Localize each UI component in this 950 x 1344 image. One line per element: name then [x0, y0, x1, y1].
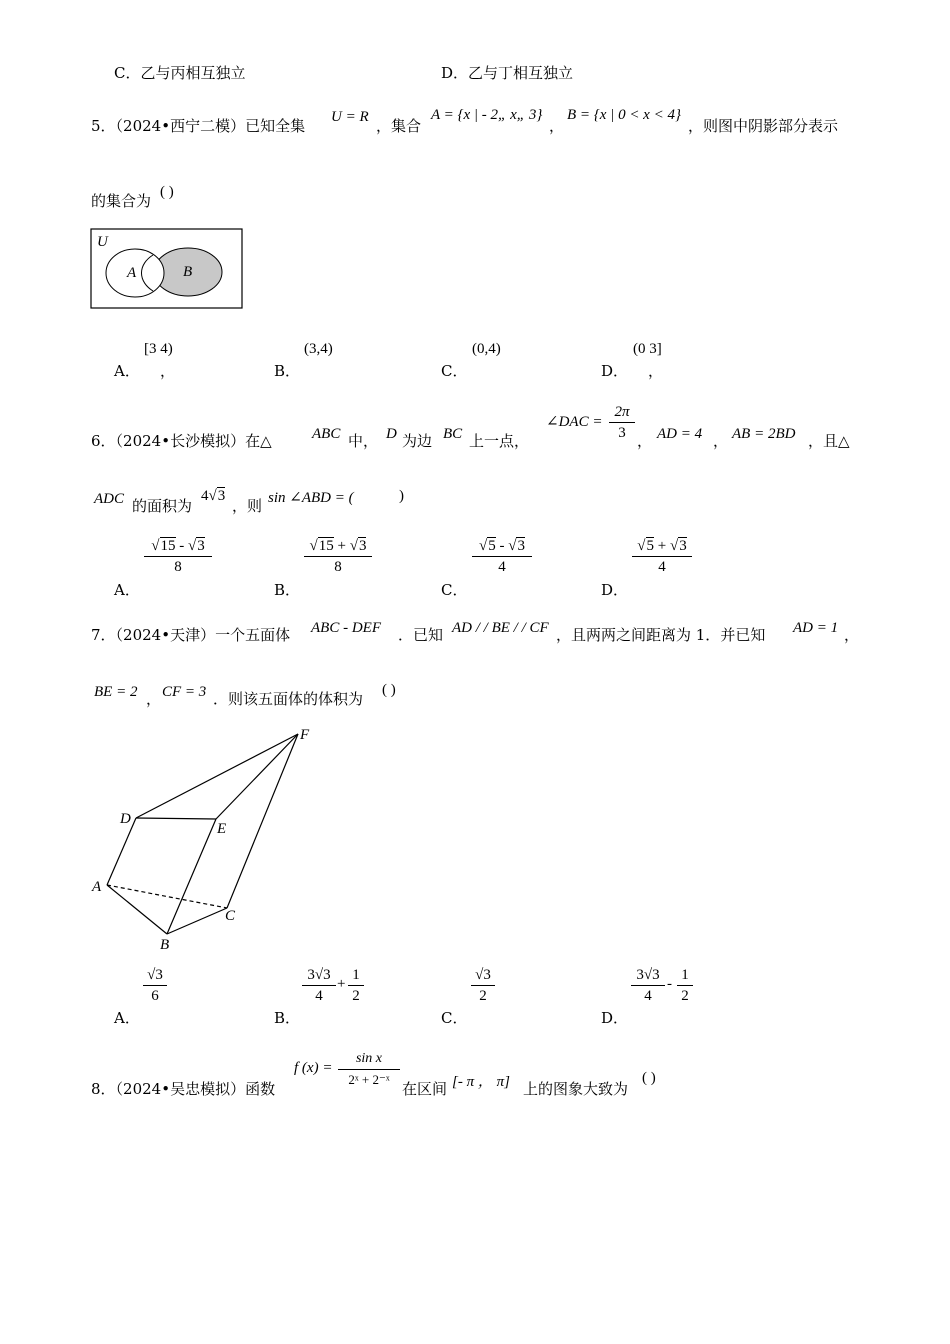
q6-text: 上一点， — [469, 432, 530, 450]
q6-b-den: 8 — [334, 559, 342, 575]
q5-universe: U = R — [331, 109, 369, 125]
q6-c-rad2: 3 — [517, 538, 525, 554]
q7-d-op: - — [667, 976, 672, 992]
q6-a-den: 8 — [174, 559, 182, 575]
q7-text: ．已知 — [398, 626, 444, 644]
q6-stem-line1 — [91, 430, 272, 451]
q5-option-c-value: (0,4) — [472, 341, 501, 357]
q6-area-coef: 4 — [201, 488, 209, 504]
q6-area: 4√3 — [201, 488, 226, 504]
q5-option-b-label: B． — [274, 362, 301, 380]
vertex-c: C — [225, 908, 236, 924]
q6-point-d: D — [386, 426, 397, 442]
q6-comma: ， — [637, 432, 653, 450]
q7-option-a-label: A． — [114, 1009, 140, 1027]
q7-option-b-frac2 — [348, 965, 364, 1006]
q7-c-num: √3 — [471, 965, 495, 986]
q7-b-den2: 2 — [352, 988, 360, 1004]
q7-option-d-frac1 — [631, 965, 665, 1006]
q5-set-a: A = {x | - 2„ x„ 3} — [431, 107, 543, 123]
venn-label-a: A — [127, 265, 137, 281]
q6-a-rad1: 15 — [160, 538, 176, 554]
q6-a-op: - — [179, 538, 185, 554]
q6-answer-paren: ) — [399, 488, 404, 504]
q5-venn-diagram — [90, 228, 244, 310]
q7-cf: CF = 3 — [162, 684, 207, 700]
q6-b-rad1: 15 — [318, 538, 334, 554]
q7-answer-paren: ( ) — [382, 682, 396, 698]
q6-ab: AB = 2BD — [732, 426, 796, 442]
q5-number: 5． — [91, 117, 116, 135]
q7-option-c-label: C． — [441, 1009, 468, 1027]
q8-interval: [- π ， π] — [452, 1074, 510, 1090]
q5-answer-paren: ( ) — [160, 184, 174, 200]
q5-text: ，集合 — [376, 117, 422, 135]
q6-option-c-label: C． — [441, 581, 468, 599]
q6-source: （2024•长沙模拟） — [115, 432, 246, 450]
q6-option-c-fraction: $\frac{√5 - √3}{4}$ — [472, 536, 532, 577]
q6-d-rad1: 5 — [646, 538, 655, 554]
q6-d-rad2: 3 — [679, 538, 687, 554]
q6-angle-fraction — [609, 402, 635, 443]
q6-number: 6． — [91, 432, 116, 450]
q7-a-den: 6 — [151, 988, 159, 1004]
q6-text: ，则 — [232, 497, 263, 515]
q7-ad: AD = 1 — [793, 620, 839, 636]
q5-option-a-label: A． — [114, 362, 140, 380]
q6-text: 中， — [348, 432, 379, 450]
q7-c-den: 2 — [479, 988, 487, 1004]
q7-comma: ， — [844, 626, 860, 644]
q7-option-a-fraction — [143, 965, 167, 1006]
q8-answer-paren: ( ) — [642, 1070, 656, 1086]
q7-option-d-frac2 — [677, 965, 693, 1006]
q5-comma: ， — [549, 117, 565, 135]
q6-option-d-label: D． — [601, 581, 629, 599]
q7-source: （2024•天津） — [115, 626, 216, 644]
q7-d-den2: 2 — [681, 988, 689, 1004]
q6-d-den: 4 — [658, 559, 666, 575]
q5-stem-line1 — [91, 115, 305, 136]
q6-area-radicand: 3 — [217, 488, 226, 504]
q7-b-den1: 4 — [315, 988, 323, 1004]
q6-text: 的面积为 — [132, 497, 193, 515]
q7-text: ，且两两之间距离为 1．并已知 — [556, 626, 766, 644]
q5-source: （2024•西宁二模） — [115, 117, 246, 135]
q6-option-a-label: A． — [114, 581, 140, 599]
q6-triangle: ABC — [312, 426, 341, 442]
q6-option-b-fraction: $\frac{√15 + √3}{8}$ — [304, 536, 372, 577]
q5-option-a-value: [3 4) — [144, 341, 173, 357]
q5-text: 已知全集 — [245, 117, 306, 135]
q7-text: 一个五面体 — [215, 626, 291, 644]
vertex-b: B — [160, 937, 170, 953]
q7-d-num1: 3√3 — [631, 965, 665, 986]
q8-function-fraction — [338, 1049, 400, 1090]
venn-label-u: U — [97, 234, 108, 250]
vertex-f: F — [300, 727, 310, 743]
q7-parallel: AD / / BE / / CF — [452, 620, 549, 636]
q6-angle-denominator: 3 — [618, 425, 626, 441]
q7-be: BE = 2 — [94, 684, 138, 700]
q4-option-d: D．乙与丁相互独立 — [441, 64, 574, 82]
q5-option-c-label: C． — [441, 362, 468, 380]
q7-pentahedron-figure — [88, 722, 320, 954]
q8-numerator: sin x — [338, 1049, 400, 1070]
q7-comma: ， — [146, 690, 162, 708]
q5-option-d-value: (0 3] — [633, 341, 662, 357]
q5-option-d-label: D． — [601, 362, 629, 380]
q8-stem — [91, 1078, 275, 1099]
vertex-d: D — [120, 811, 131, 827]
q8-number: 8． — [91, 1080, 116, 1098]
q8-function-lhs: f (x) = — [294, 1060, 333, 1076]
q6-c-rad1: 5 — [488, 538, 496, 554]
q5-option-a-sep: ， — [160, 362, 176, 380]
q7-option-d-label: D． — [601, 1009, 629, 1027]
q6-text: ，且△ — [808, 432, 850, 450]
q6-d-op: + — [657, 538, 667, 554]
q6-text: 为边 — [402, 432, 433, 450]
q7-b-num1: 3√3 — [302, 965, 336, 986]
q8-text: 上的图象大致为 — [523, 1080, 629, 1098]
q6-c-den: 4 — [498, 559, 506, 575]
q8-text: 在区间 — [402, 1080, 448, 1098]
q6-angle: ∠DAC = — [546, 414, 603, 430]
q8-source: （2024•吴忠模拟） — [115, 1080, 246, 1098]
q6-option-b-label: B． — [274, 581, 301, 599]
q6-c-op: - — [499, 538, 505, 554]
q7-polyhedron: ABC - DEF — [311, 620, 381, 636]
q7-option-c-fraction — [471, 965, 495, 1006]
q8-text: 函数 — [245, 1080, 276, 1098]
q6-b-rad2: 3 — [358, 538, 367, 554]
venn-label-b: B — [183, 264, 193, 280]
q7-b-num2: 1 — [348, 965, 364, 986]
q5-set-b: B = {x | 0 < x < 4} — [567, 107, 681, 123]
q6-ad: AD = 4 — [657, 426, 703, 442]
q5-stem-line2: 的集合为 — [91, 192, 152, 210]
q7-d-num2: 1 — [677, 965, 693, 986]
q7-option-b-label: B． — [274, 1009, 301, 1027]
vertex-a: A — [92, 879, 102, 895]
q7-b-op: + — [337, 976, 346, 992]
q6-triangle-adc: ADC — [94, 491, 124, 507]
q6-b-op: + — [337, 538, 346, 554]
q6-text: 在△ — [245, 432, 272, 450]
q7-stem-line1 — [91, 624, 290, 645]
q5-option-b-value: (3,4) — [304, 341, 333, 357]
vertex-e: E — [217, 821, 227, 837]
q7-a-num: √3 — [143, 965, 167, 986]
q6-comma: ， — [713, 432, 729, 450]
q8-denominator: 2ˣ + 2⁻ˣ — [348, 1072, 390, 1087]
q6-sin-expression: sin ∠ABD = ( — [268, 490, 354, 506]
q6-option-d-fraction: $\frac{√5 + √3}{4}$ — [632, 536, 692, 577]
q7-option-b-frac1 — [302, 965, 336, 1006]
q5-option-d-sep: ， — [648, 362, 664, 380]
q6-side-bc: BC — [443, 426, 463, 442]
q5-text: ，则图中阴影部分表示 — [688, 117, 839, 135]
q7-text: ．则该五面体的体积为 — [213, 690, 364, 708]
q7-number: 7． — [91, 626, 116, 644]
q6-angle-numerator: 2π — [609, 402, 635, 423]
q6-option-a-fraction: $\frac{√15 - √3}{8}$ — [144, 536, 212, 577]
q6-a-rad2: 3 — [197, 538, 205, 554]
q4-option-c: C．乙与丙相互独立 — [114, 64, 246, 82]
q7-d-den1: 4 — [644, 988, 652, 1004]
